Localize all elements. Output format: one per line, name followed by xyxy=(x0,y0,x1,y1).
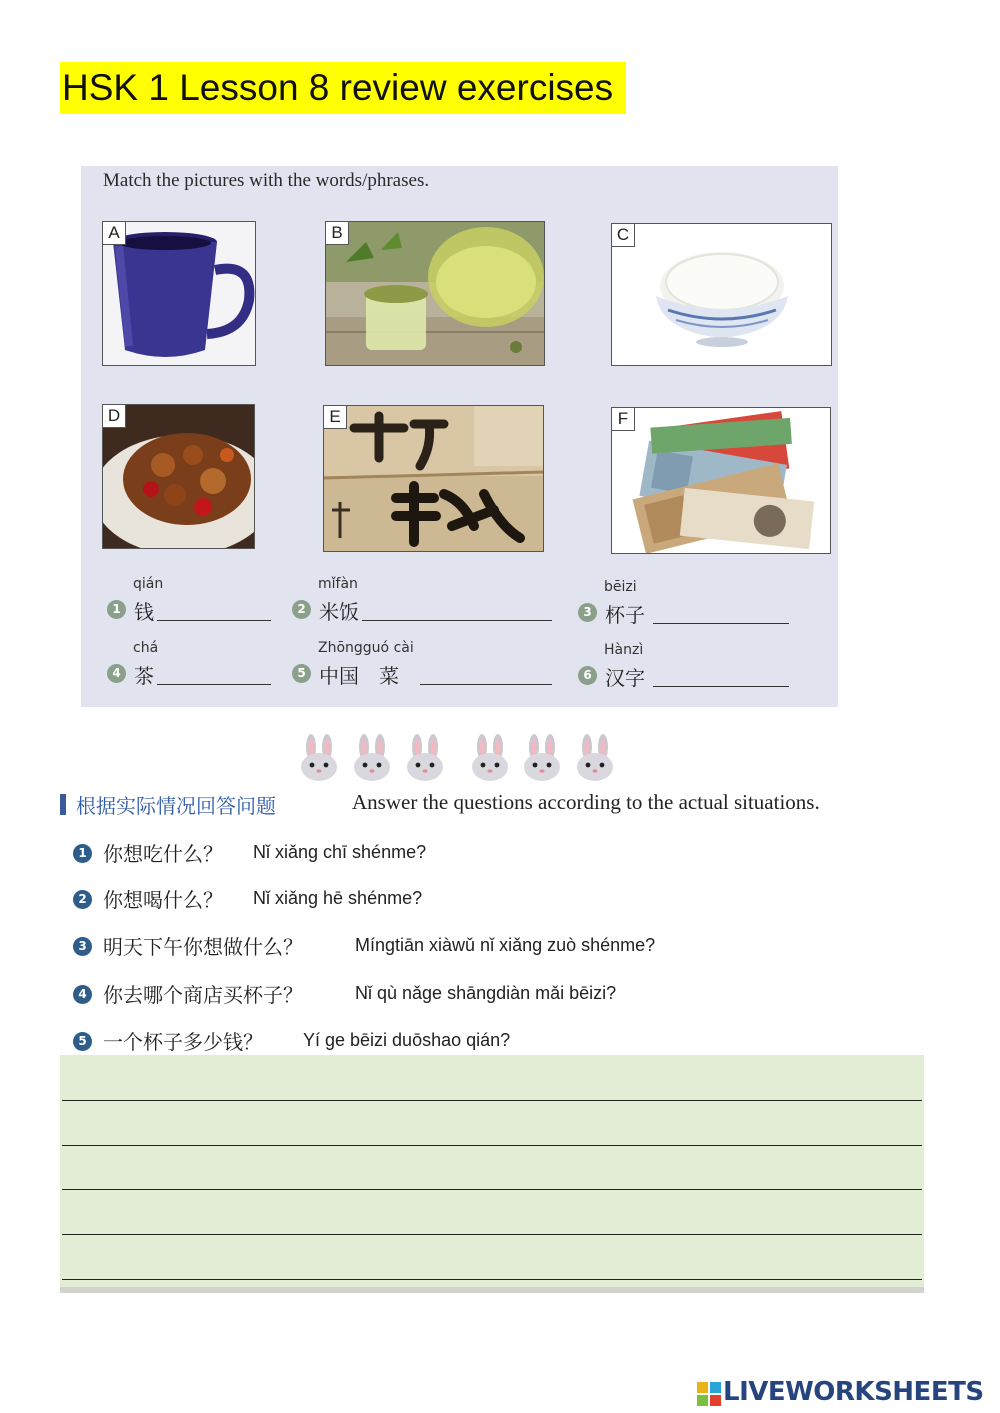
picture-a xyxy=(102,221,256,366)
heading-bar xyxy=(60,794,66,815)
liveworksheets-logo[interactable] xyxy=(697,1377,995,1411)
answer-blank[interactable] xyxy=(362,620,552,621)
word-2 xyxy=(274,576,564,626)
answer-blank[interactable] xyxy=(157,620,271,621)
answer-blank[interactable] xyxy=(653,623,789,624)
rabbit-face-icon xyxy=(402,734,448,782)
word-hanzi: 钱 xyxy=(134,600,154,624)
liveworksheets-logo-icon xyxy=(697,1382,721,1406)
word-6 xyxy=(560,642,820,692)
rabbit-face-icon xyxy=(467,734,513,782)
rabbit-face-icon xyxy=(572,734,618,782)
heading-chinese: 根据实际情况回答问题 xyxy=(76,794,276,818)
question-pinyin: Nǐ xiǎng chī shénme? xyxy=(253,842,427,862)
rabbit-face-icon xyxy=(349,734,395,782)
rabbit-decoration xyxy=(296,734,626,782)
question-chinese: 明天下午你想做什么？ xyxy=(103,935,303,959)
picture-f xyxy=(611,407,831,554)
word-number: 5 xyxy=(292,664,311,683)
word-number: 3 xyxy=(578,603,597,622)
word-hanzi: 杯子 xyxy=(605,603,645,627)
question-chinese: 你想喝什么？ xyxy=(103,888,223,912)
answer-line[interactable] xyxy=(62,1100,922,1101)
calligraphy-icon xyxy=(324,406,543,551)
picture-letter: E xyxy=(324,406,347,429)
question-pinyin: Míngtiān xiàwǔ nǐ xiǎng zuò shénme? xyxy=(355,935,656,955)
word-pinyin: mǐfàn xyxy=(318,576,358,592)
answer-line[interactable] xyxy=(62,1234,922,1235)
question-number: 5 xyxy=(73,1032,92,1051)
word-pinyin: bēizi xyxy=(604,579,637,595)
question-number: 3 xyxy=(73,937,92,956)
matching-instruction: Match the pictures with the words/phrases. xyxy=(103,170,430,191)
question-number: 1 xyxy=(73,844,92,863)
question-chinese: 你去哪个商店买杯子？ xyxy=(103,983,303,1007)
rabbit-face-icon xyxy=(519,734,565,782)
picture-letter: F xyxy=(612,408,635,431)
word-number: 6 xyxy=(578,666,597,685)
word-5 xyxy=(274,640,564,690)
word-3 xyxy=(560,579,820,629)
answer-blank[interactable] xyxy=(157,684,271,685)
heading-english: Answer the questions according to the actual situations. xyxy=(352,790,820,814)
question-number: 4 xyxy=(73,985,92,1004)
word-number: 4 xyxy=(107,664,126,683)
picture-d xyxy=(102,404,255,549)
answer-line[interactable] xyxy=(62,1145,922,1146)
word-hanzi: 中国 菜 xyxy=(319,664,399,688)
rabbit-face-icon xyxy=(296,734,342,782)
questions-heading xyxy=(60,790,920,820)
money-icon xyxy=(612,408,830,553)
word-hanzi: 汉字 xyxy=(605,666,645,690)
answer-blank[interactable] xyxy=(420,684,552,685)
question-chinese: 一个杯子多少钱？ xyxy=(103,1030,263,1054)
matching-exercise xyxy=(81,166,838,707)
tea-icon xyxy=(326,222,544,365)
picture-letter: C xyxy=(612,224,635,247)
question-number: 2 xyxy=(73,890,92,909)
word-number: 1 xyxy=(107,600,126,619)
word-pinyin: Hànzì xyxy=(604,642,644,658)
rice-bowl-icon xyxy=(612,224,831,365)
word-hanzi: 米饭 xyxy=(319,600,359,624)
picture-letter: D xyxy=(103,405,126,428)
picture-c xyxy=(611,223,832,366)
word-pinyin: Zhōngguó cài xyxy=(318,640,414,656)
picture-letter: A xyxy=(103,222,126,245)
answer-blank[interactable] xyxy=(653,686,789,687)
brand-name: LIVEWORKSHEETS xyxy=(723,1377,984,1407)
question-pinyin: Nǐ xiǎng hē shénme? xyxy=(253,888,423,908)
picture-b xyxy=(325,221,545,366)
question-pinyin: Nǐ qù nǎge shāngdiàn mǎi bēizi? xyxy=(355,983,617,1003)
word-pinyin: qián xyxy=(133,576,164,592)
word-number: 2 xyxy=(292,600,311,619)
answer-area[interactable] xyxy=(60,1055,924,1293)
question-pinyin: Yí ge bēizi duōshao qián? xyxy=(303,1030,511,1050)
word-pinyin: chá xyxy=(133,640,159,656)
picture-letter: B xyxy=(326,222,349,245)
question-chinese: 你想吃什么？ xyxy=(103,842,223,866)
picture-e xyxy=(323,405,544,552)
answer-line[interactable] xyxy=(62,1189,922,1190)
answer-line[interactable] xyxy=(62,1279,922,1280)
word-hanzi: 茶 xyxy=(134,664,154,688)
page-title: HSK 1 Lesson 8 review exercises xyxy=(60,62,626,114)
answer-area-bottom xyxy=(60,1287,924,1293)
